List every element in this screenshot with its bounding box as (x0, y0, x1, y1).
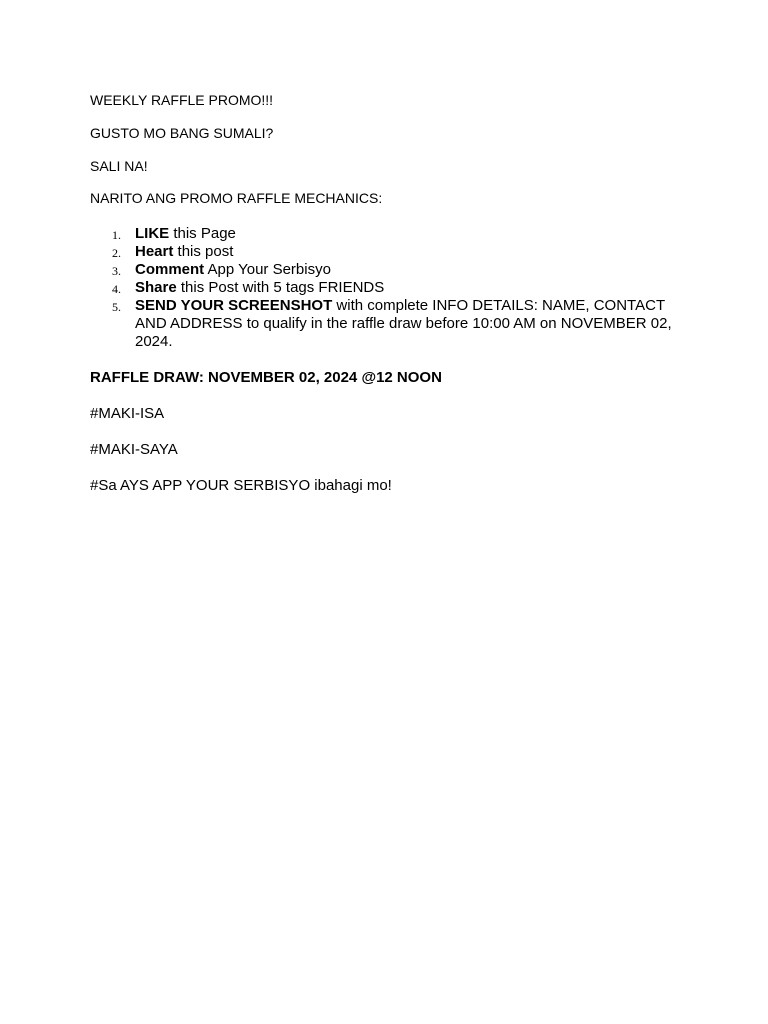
list-item-text: with complete INFO DETAILS: NAME, CONTACT AND ADDRESS to qualify in the raffle draw before 10:00 AM on NOVEMBER 02, 2024. (135, 297, 672, 350)
promo-call: SALI NA! (90, 158, 148, 174)
list-item-number: 4. (112, 282, 121, 296)
document-page (90, 92, 690, 510)
list-item-text: this Post with 5 tags FRIENDS (176, 279, 385, 296)
hashtag-ays: #Sa AYS APP YOUR SERBISYO ibahagi mo! (90, 477, 392, 494)
list-item (90, 225, 690, 243)
promo-title: WEEKLY RAFFLE PROMO!!! (90, 92, 274, 108)
list-item-text: this post (173, 243, 234, 260)
promo-question: GUSTO MO BANG SUMALI? (90, 125, 274, 141)
list-item-text: this Page (169, 225, 236, 242)
list-item-bold: Heart (135, 243, 174, 260)
list-item-bold: Share (135, 279, 177, 296)
hashtag-maki-saya: #MAKI-SAYA (90, 441, 178, 458)
list-item (90, 297, 690, 351)
list-item-number: 3. (112, 264, 121, 278)
list-item-bold: Comment (135, 261, 205, 278)
mechanics-list (90, 225, 690, 351)
list-item-number: 1. (112, 228, 121, 242)
list-item (90, 243, 690, 261)
raffle-draw-date: RAFFLE DRAW: NOVEMBER 02, 2024 @12 NOON (90, 369, 442, 386)
list-item (90, 261, 690, 279)
list-item (90, 279, 690, 297)
hashtag-maki-isa: #MAKI-ISA (90, 405, 165, 422)
mechanics-heading: NARITO ANG PROMO RAFFLE MECHANICS: (90, 190, 383, 206)
list-item-number: 2. (112, 246, 121, 260)
list-item-bold: LIKE (135, 225, 170, 242)
list-item-text: App Your Serbisyo (204, 261, 331, 278)
list-item-number: 5. (112, 300, 121, 314)
list-item-bold: SEND YOUR SCREENSHOT (135, 297, 333, 314)
